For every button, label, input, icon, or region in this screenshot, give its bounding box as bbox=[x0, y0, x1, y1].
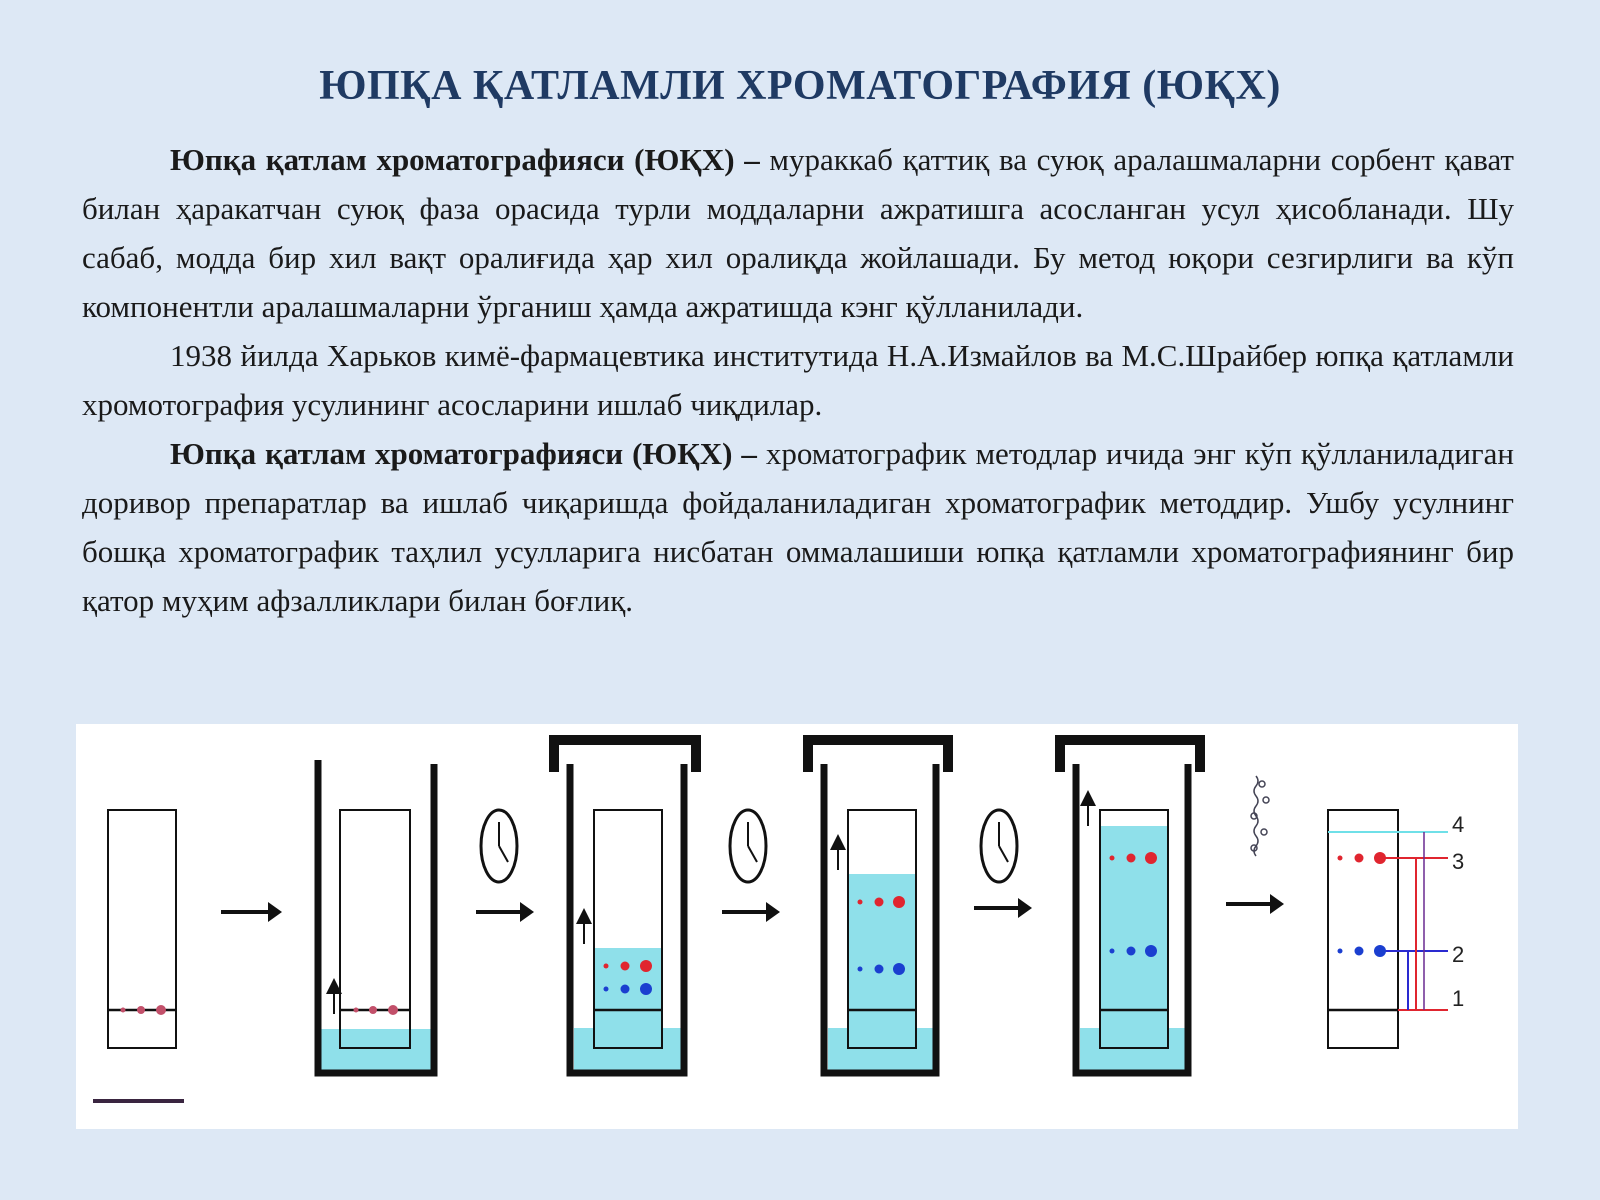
step-6-developed-plate bbox=[1328, 810, 1464, 1048]
clock-icon bbox=[481, 810, 517, 882]
red-spot bbox=[640, 960, 652, 972]
paragraph-3-text: хроматографик методлар ичида энг кўп қўлланиладиган доривор препаратлар ва ишлаб чиқаришда фойдаланиладиган хроматографик методдир. Ушбу усулнинг бошқа хроматографик таҳлил усулларига нисбатан оммалашиши юпқа қатламли хроматографиянинг бир қатор муҳим афзалликлари билан боғлиқ. bbox=[82, 436, 1514, 618]
paragraph-3-term: Юпқа қатлам хроматографияси (ЮҚХ) – bbox=[170, 436, 757, 471]
label-1: 1 bbox=[1452, 986, 1465, 1011]
red-spot bbox=[1338, 856, 1343, 861]
red-spot bbox=[1374, 852, 1386, 864]
start-spot bbox=[121, 1008, 126, 1013]
diagram-canvas bbox=[76, 724, 1518, 1129]
blue-spot bbox=[604, 987, 609, 992]
red-spot bbox=[1145, 852, 1157, 864]
label-2: 2 bbox=[1452, 942, 1465, 967]
red-spot bbox=[621, 962, 630, 971]
blue-spot bbox=[875, 965, 884, 974]
step-3-tank bbox=[554, 740, 696, 1073]
evaporation-icon bbox=[1251, 776, 1269, 856]
page-title: ЮПҚА ҚАТЛАМЛИ ХРОМАТОГРАФИЯ (ЮҚХ) bbox=[319, 63, 1281, 109]
paragraph-1-term: Юпқа қатлам хроматографияси (ЮҚХ) – bbox=[170, 142, 760, 177]
start-spot bbox=[354, 1008, 359, 1013]
step-4-tank bbox=[808, 740, 948, 1073]
blue-spot bbox=[1110, 949, 1115, 954]
red-spot bbox=[893, 896, 905, 908]
red-spot bbox=[858, 900, 863, 905]
tlc-process-diagram bbox=[76, 724, 1518, 1129]
step-1-plate bbox=[108, 810, 176, 1048]
arrow-right-icon bbox=[476, 902, 534, 922]
blue-spot bbox=[1338, 949, 1343, 954]
clock-icon bbox=[981, 810, 1017, 882]
tank-lid bbox=[808, 740, 948, 772]
red-spot bbox=[604, 964, 609, 969]
blue-spot bbox=[1127, 947, 1136, 956]
blue-spot bbox=[1355, 947, 1364, 956]
paragraph-1 bbox=[82, 135, 1514, 331]
paragraph-1-text: мураккаб қаттиқ ва суюқ аралашмаларни сорбент қават билан ҳаракатчан суюқ фаза орасида турли моддаларни ажратишга асосланган усул ҳисобланади. Шу сабаб, модда бир хил вақт оралиғида ҳар хил оралиқда жойлашади. Бу метод юқори сезгирлиги ва кўп компонентли аралашмаларни ўрганиш ҳамда ажратишда кэнг қўлланилади. bbox=[82, 142, 1514, 324]
arrow-right-icon bbox=[974, 898, 1032, 918]
tank-lid bbox=[554, 740, 696, 772]
red-spot bbox=[1127, 854, 1136, 863]
start-spot bbox=[369, 1006, 377, 1014]
blue-spot bbox=[640, 983, 652, 995]
blue-spot bbox=[858, 967, 863, 972]
start-spot bbox=[137, 1006, 145, 1014]
tank-lid bbox=[1060, 740, 1200, 772]
paragraph-3 bbox=[82, 429, 1514, 625]
red-spot bbox=[875, 898, 884, 907]
start-spot bbox=[156, 1005, 166, 1015]
arrow-right-icon bbox=[221, 902, 282, 922]
blue-spot bbox=[893, 963, 905, 975]
start-spot bbox=[388, 1005, 398, 1015]
arrow-right-icon bbox=[722, 902, 780, 922]
blue-spot bbox=[1374, 945, 1386, 957]
clock-icon bbox=[730, 810, 766, 882]
blue-spot bbox=[1145, 945, 1157, 957]
paragraph-2-text: 1938 йилда Харьков кимё-фармацевтика институтида Н.А.Измайлов ва М.С.Шрайбер юпқа қатламли хромотография усулининг асосларини ишлаб чиқдилар. bbox=[82, 338, 1514, 422]
solvent bbox=[320, 1029, 432, 1071]
step-2-tank bbox=[318, 760, 434, 1073]
label-3: 3 bbox=[1452, 849, 1465, 874]
arrow-right-icon bbox=[1226, 894, 1284, 914]
blue-spot bbox=[621, 985, 630, 994]
red-spot bbox=[1355, 854, 1364, 863]
step-5-tank bbox=[1060, 740, 1200, 1073]
paragraph-2 bbox=[82, 331, 1514, 429]
red-spot bbox=[1110, 856, 1115, 861]
tank-walls bbox=[318, 760, 434, 1073]
label-4: 4 bbox=[1452, 812, 1465, 837]
body-text bbox=[82, 135, 1514, 625]
